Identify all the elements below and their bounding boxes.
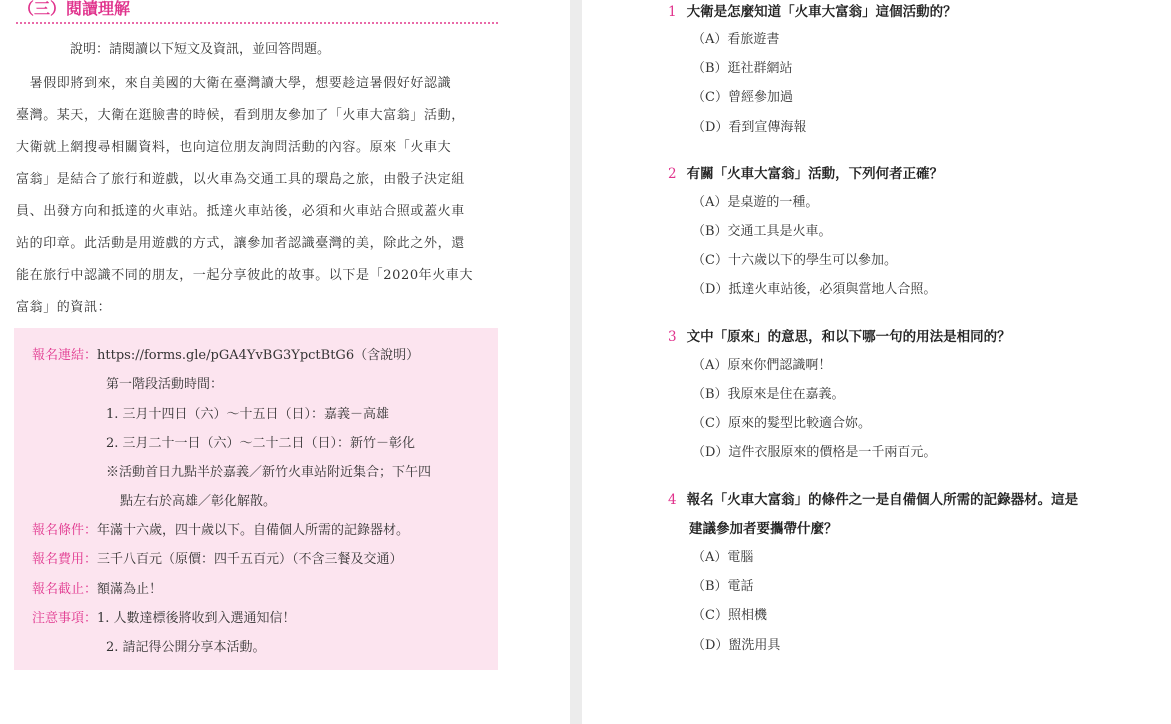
question-3: 3 文中「原來」的意思，和以下哪一句的用法是相同的？	[668, 329, 1011, 345]
fee-label: 報名費用：	[32, 552, 98, 567]
fee-row	[32, 548, 403, 567]
deadline-row	[32, 578, 162, 597]
notice-item: 1. 人數達標後將收到入選通知信！	[97, 611, 296, 626]
fee-value: 三千八百元（原價：四千五百元）（不含三餐及交通）	[97, 552, 403, 567]
option[interactable]: （B）交通工具是火車。	[692, 224, 832, 239]
conditions-row	[32, 519, 409, 538]
passage-line: 員、出發方向和抵達的火車站。抵達火車站後，必須和火車站合照或蓋火車	[16, 204, 465, 219]
option[interactable]: （A）看旅遊書	[692, 32, 780, 47]
passage-line: 站的印章。此活動是用遊戲的方式，讓參加者認識臺灣的美，除此之外，還	[16, 236, 465, 251]
notice-label: 注意事項：	[32, 611, 98, 626]
left-page	[0, 0, 570, 724]
option[interactable]: （A）原來你們認識啊！	[692, 358, 832, 373]
option[interactable]: （D）盥洗用具	[692, 638, 781, 653]
passage-line: 臺灣。某天，大衛在逛臉書的時候，看到朋友參加了「火車大富翁」活動，	[16, 108, 465, 123]
option[interactable]: （B）電話	[692, 579, 754, 594]
phase-title: 第一階段活動時間：	[106, 377, 224, 392]
question-4: 4 報名「火車大富翁」的條件之一是自備個人所需的記錄器材。這是	[668, 492, 1079, 508]
option[interactable]: （A）電腦	[692, 550, 754, 565]
question-2: 2 有關「火車大富翁」活動，下列何者正確？	[668, 166, 944, 182]
question-1: 1 大衛是怎麼知道「火車大富翁」這個活動的？	[668, 4, 957, 20]
right-page	[582, 0, 1171, 724]
signup-link-label: 報名連結：	[32, 348, 98, 363]
deadline-value: 額滿為止！	[97, 582, 163, 597]
conditions-value: 年滿十六歲，四十歲以下。自備個人所需的記錄器材。	[97, 523, 410, 538]
schedule-note: 點左右於高雄／彰化解散。	[120, 494, 277, 509]
signup-link[interactable]: https://forms.gle/pGA4YvBG3YpctBtG6（含說明）	[97, 348, 420, 363]
passage-line: 富翁」是結合了旅行和遊戲，以火車為交通工具的環島之旅，由骰子決定組	[16, 172, 465, 187]
option[interactable]: （A）是桌遊的一種。	[692, 195, 819, 210]
option[interactable]: （D）這件衣服原來的價格是一千兩百元。	[692, 445, 937, 460]
info-box	[14, 328, 498, 670]
question-4-cont: 建議參加者要攜帶什麼？	[689, 521, 838, 537]
section-title: （三）閱讀理解	[18, 0, 131, 18]
section-divider	[16, 22, 498, 24]
schedule-item: 2. 三月二十一日（六）～二十二日（日）：新竹－彰化	[106, 436, 416, 451]
passage-line: 能在旅行中認識不同的朋友，一起分享彼此的故事。以下是「2020年火車大	[16, 268, 474, 283]
schedule-note: ※活動首日九點半於嘉義／新竹火車站附近集合；下午四	[106, 465, 432, 480]
option[interactable]: （D）抵達火車站後，必須與當地人合照。	[692, 282, 937, 297]
instruction-text: 說明：請閱讀以下短文及資訊，並回答問題。	[70, 42, 331, 57]
passage-line: 富翁」的資訊：	[16, 300, 112, 315]
option[interactable]: （C）照相機	[692, 608, 767, 623]
deadline-label: 報名截止：	[32, 582, 98, 597]
option[interactable]: （C）曾經參加過	[692, 90, 793, 105]
notice-row	[32, 607, 296, 626]
page-gutter	[570, 0, 582, 724]
passage-line: 暑假即將到來，來自美國的大衛在臺灣讀大學，想要趁這暑假好好認識	[16, 76, 452, 91]
notice-item: 2. 請記得公開分享本活動。	[106, 640, 266, 655]
schedule-item: 1. 三月十四日（六）～十五日（日）：嘉義－高雄	[106, 407, 390, 422]
option[interactable]: （B）我原來是住在嘉義。	[692, 387, 845, 402]
option[interactable]: （D）看到宣傳海報	[692, 120, 807, 135]
passage-line: 大衛就上網搜尋相關資料，也向這位朋友詢問活動的內容。原來「火車大	[16, 140, 452, 155]
option[interactable]: （C）十六歲以下的學生可以參加。	[692, 253, 897, 268]
option[interactable]: （B）逛社群網站	[692, 61, 793, 76]
option[interactable]: （C）原來的髮型比較適合妳。	[692, 416, 871, 431]
signup-link-row	[32, 344, 419, 363]
conditions-label: 報名條件：	[32, 523, 98, 538]
